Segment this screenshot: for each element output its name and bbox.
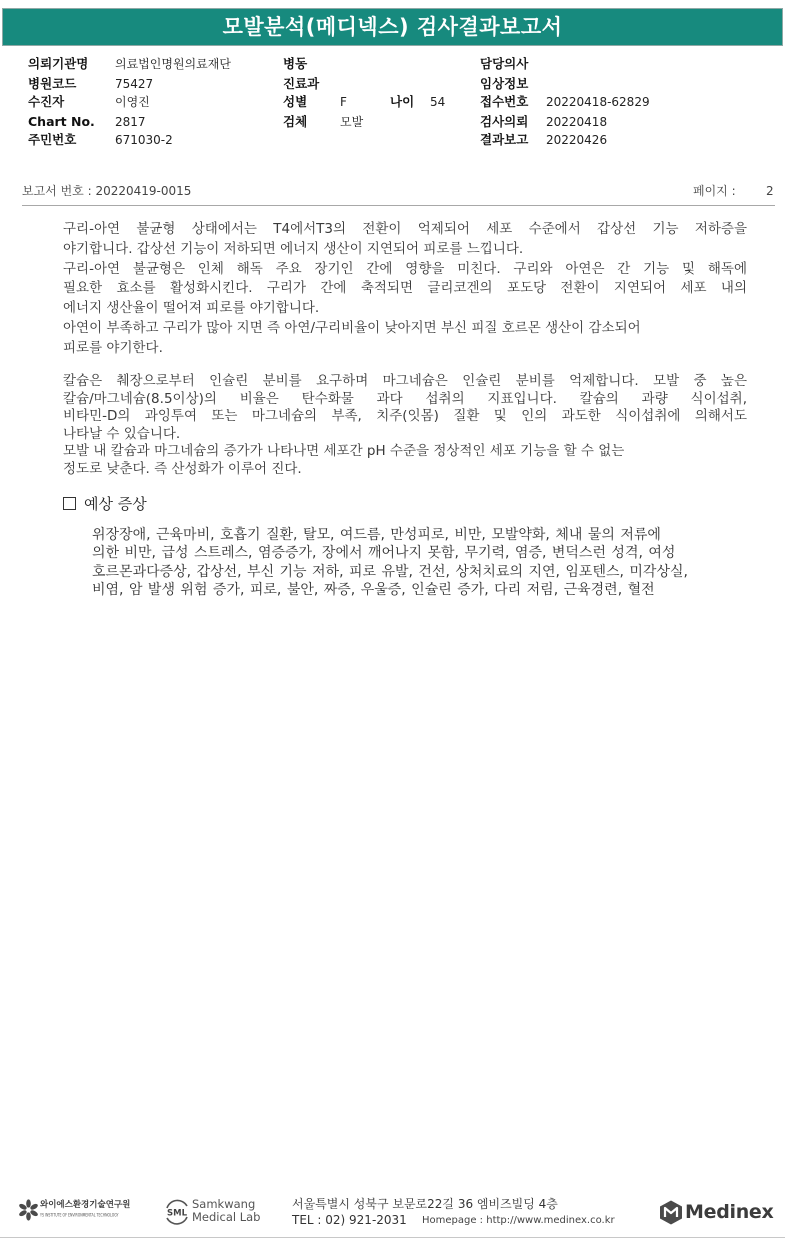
symptoms-heading-text: 예상 증상 [84, 495, 147, 513]
sml-logo-icon [163, 1198, 191, 1226]
footer-homepage: Homepage : http://www.medinex.co.kr [422, 1215, 615, 1226]
ys-institute-name: 와이에스환경기술연구원 [40, 1200, 131, 1210]
paragraph-line: 에너지 생산율이 떨어져 피로를 야기합니다. [63, 300, 320, 317]
age-label: 나이 [390, 94, 415, 109]
bottom-border [0, 1237, 785, 1238]
paragraph-line: 피로를 야기한다. [63, 339, 163, 356]
result-date-label: 결과보고 [480, 132, 529, 147]
paragraph-line: 칼슘은 췌장으로부터 인슐린 분비를 요구하며 마그네슘은 인슐린 분비를 억제합니다. 모발 중 높은 [63, 373, 747, 389]
symptoms-heading [63, 495, 147, 513]
hospital-code-value: 75427 [115, 77, 154, 91]
page-label: 페이지 : [693, 184, 736, 198]
rrn-label: 주민번호 [28, 132, 77, 147]
report-number [22, 183, 191, 199]
symptoms-list [92, 526, 775, 600]
header-divider [22, 205, 775, 206]
paragraph-line: 정도로 낮춘다. 즉 산성화가 이루어 진다. [63, 460, 302, 477]
specimen-value: 모발 [340, 115, 364, 129]
patient-label: 수진자 [28, 94, 65, 109]
paragraph-copper-zinc [63, 220, 747, 359]
doctor-label: 담당의사 [480, 56, 529, 71]
ward-label: 병동 [283, 56, 308, 71]
report-number-value: 20220419-0015 [95, 184, 192, 198]
result-date-value: 20220426 [546, 133, 608, 147]
receipt-value: 20220418-62829 [546, 95, 650, 109]
paragraph-line: 구리-아연 불균형은 인체 해독 주요 장기인 간에 영향을 미친다. 구리와 아연은 간 기능 및 해독에 [63, 260, 747, 277]
page-number: 2 [766, 184, 774, 198]
medinex-logo-text: Medinex [685, 1201, 774, 1223]
hospital-code-label: 병원코드 [28, 76, 77, 91]
sml-name-line1: Samkwang [192, 1197, 256, 1211]
symptoms-line: 호르몬과다증상, 갑상선, 부신 기능 저하, 피로 유발, 건선, 상처치료의 지연, 임포텐스, 미각상실, [92, 563, 688, 580]
paragraph-line: 칼슘/마그네슘(8.5이상)의 비율은 탄수화물 과다 섭취의 지표입니다. 칼슘의 과량 식이섭취, [63, 390, 747, 407]
sex-value: F [340, 95, 347, 109]
footer-tel: TEL : 02) 921-2031 [292, 1213, 407, 1227]
header-bar [2, 8, 783, 46]
request-date-value: 20220418 [546, 115, 608, 129]
sml-logo-text: SML [167, 1208, 187, 1219]
sml-name-line2: Medical Lab [192, 1210, 261, 1224]
receipt-label: 접수번호 [480, 94, 529, 109]
age-value: 54 [430, 95, 446, 109]
symptoms-line: 위장장애, 근육마비, 호흡기 질환, 탈모, 여드름, 만성피로, 비만, 모발약화, 체내 물의 저류에 [92, 527, 661, 543]
rrn-value: 671030-2 [115, 133, 173, 147]
empty-square-icon [63, 497, 76, 510]
sex-label: 성별 [283, 94, 308, 109]
ys-institute-subtitle: YS INSTITUTE OF ENVIRONMENTAL TECHNOLOGY [40, 1212, 119, 1218]
paragraph-calcium-magnesium [63, 373, 747, 479]
symptoms-line: 의한 비만, 급성 스트레스, 염증증가, 장에서 깨어나지 못함, 무기력, 염증, 변덕스런 성격, 여성 [92, 545, 676, 562]
institution-value: 의료법인명원의료재단 [115, 57, 231, 71]
ys-logo-icon [18, 1199, 39, 1221]
chart-no-value: 2817 [115, 115, 146, 129]
paragraph-line: 야기합니다. 갑상선 기능이 저하되면 에너지 생산이 지연되어 피로를 느낍니다. [63, 240, 524, 257]
paragraph-line: 비타민-D의 과잉투여 또는 마그네슘의 부족, 치주(잇몸) 질환 및 인의 과도한 식이섭취에 의해서도 [63, 408, 747, 425]
paragraph-line: 나타날 수 있습니다. [63, 425, 181, 442]
institution-label: 의뢰기관명 [28, 56, 89, 71]
chart-no-label: Chart No. [28, 114, 95, 129]
footer-address: 서울특별시 성북구 보문로22길 36 엠비즈빌딩 4층 [292, 1197, 558, 1211]
paragraph-line: 구리-아연 불균형 상태에서는 T4에서T3의 전환이 억제되어 세포 수준에서 갑상선 기능 저하증을 [63, 221, 747, 237]
symptoms-line: 비염, 암 발생 위험 증가, 피로, 불안, 짜증, 우울증, 인슐린 증가, 다리 저림, 근육경련, 혈전 [92, 582, 655, 599]
report-number-label: 보고서 번호 : [22, 184, 92, 198]
paragraph-line: 아연이 부족하고 구리가 많아 지면 즉 아연/구리비율이 낮아지면 부신 피질 호르몬 생산이 감소되어 [63, 319, 641, 336]
medinex-logo-icon [659, 1200, 683, 1225]
clinical-info-label: 임상정보 [480, 76, 529, 91]
patient-value: 이영진 [115, 95, 150, 109]
specimen-label: 검체 [283, 114, 308, 129]
paragraph-line: 모발 내 칼슘과 마그네슘의 증가가 나타나면 세포간 pH 수준을 정상적인 세포 기능을 할 수 없는 [63, 443, 625, 460]
paragraph-line: 필요한 효소를 활성화시킨다. 구리가 간에 축적되면 글리코겐의 포도당 전환이 지연되어 세포 내의 [63, 280, 747, 297]
report-title: 모발분석(메디넥스) 검사결과보고서 [222, 15, 563, 39]
request-date-label: 검사의뢰 [480, 114, 529, 129]
department-label: 진료과 [283, 76, 320, 91]
